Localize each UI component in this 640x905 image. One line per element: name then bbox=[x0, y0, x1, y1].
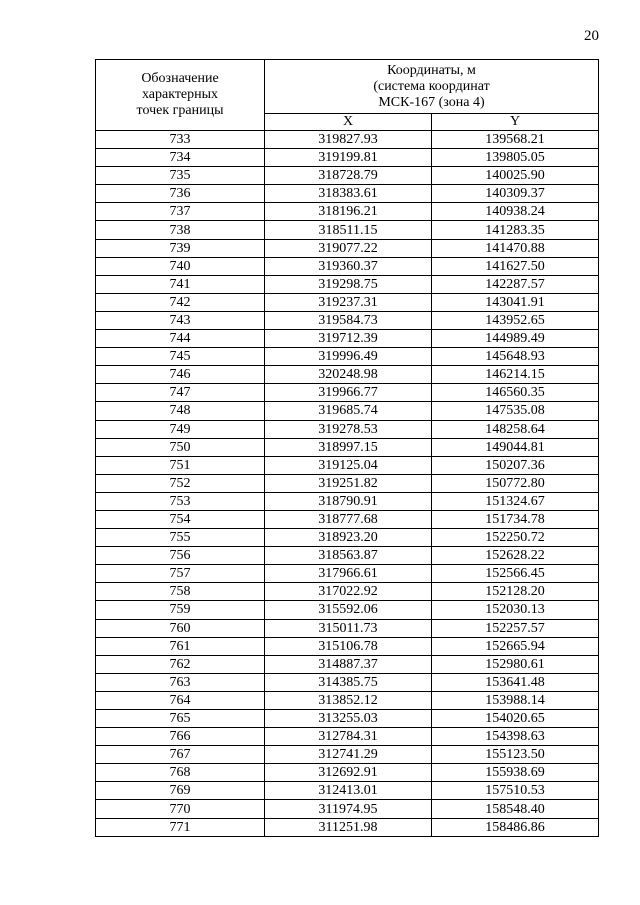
y-cell: 157510.53 bbox=[432, 782, 599, 800]
table-row bbox=[96, 221, 599, 239]
table-row bbox=[96, 456, 599, 474]
y-cell: 153988.14 bbox=[432, 691, 599, 709]
x-cell: 319685.74 bbox=[265, 402, 432, 420]
table-row bbox=[96, 565, 599, 583]
header-row bbox=[96, 60, 599, 114]
table-row bbox=[96, 637, 599, 655]
x-cell: 312784.31 bbox=[265, 728, 432, 746]
table-row bbox=[96, 402, 599, 420]
x-cell: 319077.22 bbox=[265, 239, 432, 257]
point-cell: 751 bbox=[96, 456, 265, 474]
table-header bbox=[96, 60, 599, 131]
x-cell: 319712.39 bbox=[265, 330, 432, 348]
y-cell: 143041.91 bbox=[432, 293, 599, 311]
point-cell: 749 bbox=[96, 420, 265, 438]
table-body bbox=[96, 131, 599, 837]
point-cell: 752 bbox=[96, 474, 265, 492]
y-cell: 151324.67 bbox=[432, 492, 599, 510]
table-row bbox=[96, 746, 599, 764]
x-cell: 317022.92 bbox=[265, 583, 432, 601]
x-cell: 319966.77 bbox=[265, 384, 432, 402]
y-cell: 141283.35 bbox=[432, 221, 599, 239]
x-cell: 311251.98 bbox=[265, 818, 432, 836]
x-cell: 320248.98 bbox=[265, 366, 432, 384]
x-cell: 318563.87 bbox=[265, 547, 432, 565]
point-cell: 764 bbox=[96, 691, 265, 709]
y-cell: 150772.80 bbox=[432, 474, 599, 492]
table-row bbox=[96, 492, 599, 510]
point-cell: 756 bbox=[96, 547, 265, 565]
x-cell: 315592.06 bbox=[265, 601, 432, 619]
x-cell: 313255.03 bbox=[265, 710, 432, 728]
table-row bbox=[96, 728, 599, 746]
y-cell: 140309.37 bbox=[432, 185, 599, 203]
point-cell: 742 bbox=[96, 293, 265, 311]
point-cell: 766 bbox=[96, 728, 265, 746]
x-cell: 312741.29 bbox=[265, 746, 432, 764]
y-column-header: Y bbox=[432, 114, 599, 131]
table-row bbox=[96, 547, 599, 565]
table-row bbox=[96, 348, 599, 366]
x-cell: 319298.75 bbox=[265, 275, 432, 293]
x-cell: 311974.95 bbox=[265, 800, 432, 818]
point-cell: 761 bbox=[96, 637, 265, 655]
y-cell: 140025.90 bbox=[432, 167, 599, 185]
point-cell: 750 bbox=[96, 438, 265, 456]
x-cell: 319125.04 bbox=[265, 456, 432, 474]
y-cell: 152665.94 bbox=[432, 637, 599, 655]
table-row bbox=[96, 782, 599, 800]
x-cell: 317966.61 bbox=[265, 565, 432, 583]
x-cell: 314385.75 bbox=[265, 673, 432, 691]
x-cell: 318383.61 bbox=[265, 185, 432, 203]
table-row bbox=[96, 655, 599, 673]
table-row bbox=[96, 619, 599, 637]
page-number: 20 bbox=[584, 28, 599, 44]
point-cell: 744 bbox=[96, 330, 265, 348]
point-cell: 737 bbox=[96, 203, 265, 221]
point-cell: 770 bbox=[96, 800, 265, 818]
table-row bbox=[96, 311, 599, 329]
table-row bbox=[96, 818, 599, 836]
x-cell: 319278.53 bbox=[265, 420, 432, 438]
y-cell: 146214.15 bbox=[432, 366, 599, 384]
table-row bbox=[96, 764, 599, 782]
y-cell: 141627.50 bbox=[432, 257, 599, 275]
table-row bbox=[96, 149, 599, 167]
y-cell: 147535.08 bbox=[432, 402, 599, 420]
point-cell: 765 bbox=[96, 710, 265, 728]
y-cell: 146560.35 bbox=[432, 384, 599, 402]
table-row bbox=[96, 583, 599, 601]
table-row bbox=[96, 673, 599, 691]
y-cell: 158548.40 bbox=[432, 800, 599, 818]
y-cell: 151734.78 bbox=[432, 510, 599, 528]
point-cell: 760 bbox=[96, 619, 265, 637]
x-cell: 314887.37 bbox=[265, 655, 432, 673]
y-cell: 153641.48 bbox=[432, 673, 599, 691]
x-cell: 319360.37 bbox=[265, 257, 432, 275]
table-row bbox=[96, 800, 599, 818]
y-cell: 152566.45 bbox=[432, 565, 599, 583]
y-cell: 155123.50 bbox=[432, 746, 599, 764]
table-row bbox=[96, 710, 599, 728]
point-cell: 754 bbox=[96, 510, 265, 528]
point-cell: 747 bbox=[96, 384, 265, 402]
x-cell: 312692.91 bbox=[265, 764, 432, 782]
x-cell: 319827.93 bbox=[265, 131, 432, 149]
point-cell: 738 bbox=[96, 221, 265, 239]
point-cell: 753 bbox=[96, 492, 265, 510]
table-row bbox=[96, 185, 599, 203]
coords-header-line: (система координат bbox=[373, 78, 490, 94]
x-cell: 319584.73 bbox=[265, 311, 432, 329]
point-header-line: характерных bbox=[141, 87, 219, 102]
y-cell: 148258.64 bbox=[432, 420, 599, 438]
x-cell: 315106.78 bbox=[265, 637, 432, 655]
y-cell: 152030.13 bbox=[432, 601, 599, 619]
y-cell: 140938.24 bbox=[432, 203, 599, 221]
y-cell: 152128.20 bbox=[432, 583, 599, 601]
x-cell: 319199.81 bbox=[265, 149, 432, 167]
x-cell: 313852.12 bbox=[265, 691, 432, 709]
x-cell: 318511.15 bbox=[265, 221, 432, 239]
point-cell: 755 bbox=[96, 529, 265, 547]
point-cell: 769 bbox=[96, 782, 265, 800]
x-cell: 319237.31 bbox=[265, 293, 432, 311]
table-row bbox=[96, 529, 599, 547]
y-cell: 139568.21 bbox=[432, 131, 599, 149]
y-cell: 145648.93 bbox=[432, 348, 599, 366]
table-row bbox=[96, 420, 599, 438]
x-cell: 319996.49 bbox=[265, 348, 432, 366]
y-cell: 152980.61 bbox=[432, 655, 599, 673]
y-cell: 149044.81 bbox=[432, 438, 599, 456]
x-cell: 315011.73 bbox=[265, 619, 432, 637]
x-cell: 318728.79 bbox=[265, 167, 432, 185]
table-row bbox=[96, 601, 599, 619]
point-cell: 768 bbox=[96, 764, 265, 782]
table-row bbox=[96, 438, 599, 456]
table-row bbox=[96, 131, 599, 149]
point-cell: 740 bbox=[96, 257, 265, 275]
point-cell: 757 bbox=[96, 565, 265, 583]
y-cell: 143952.65 bbox=[432, 311, 599, 329]
point-header-line: точек границы bbox=[136, 103, 224, 118]
y-cell: 141470.88 bbox=[432, 239, 599, 257]
table-row bbox=[96, 239, 599, 257]
point-cell: 739 bbox=[96, 239, 265, 257]
x-column-header: X bbox=[265, 114, 432, 131]
y-cell: 152257.57 bbox=[432, 619, 599, 637]
x-cell: 318196.21 bbox=[265, 203, 432, 221]
x-cell: 318923.20 bbox=[265, 529, 432, 547]
point-cell: 759 bbox=[96, 601, 265, 619]
y-cell: 142287.57 bbox=[432, 275, 599, 293]
point-cell: 767 bbox=[96, 746, 265, 764]
table-row bbox=[96, 203, 599, 221]
x-cell: 318790.91 bbox=[265, 492, 432, 510]
y-cell: 154020.65 bbox=[432, 710, 599, 728]
table-row bbox=[96, 257, 599, 275]
x-cell: 318777.68 bbox=[265, 510, 432, 528]
coordinates-table bbox=[95, 59, 599, 837]
table-row bbox=[96, 366, 599, 384]
y-cell: 144989.49 bbox=[432, 330, 599, 348]
point-header-line: Обозначение bbox=[141, 71, 219, 86]
y-cell: 150207.36 bbox=[432, 456, 599, 474]
point-cell: 733 bbox=[96, 131, 265, 149]
coords-header-line: МСК-167 (зона 4) bbox=[378, 94, 485, 110]
y-cell: 155938.69 bbox=[432, 764, 599, 782]
point-cell: 735 bbox=[96, 167, 265, 185]
table-row bbox=[96, 474, 599, 492]
x-cell: 318997.15 bbox=[265, 438, 432, 456]
point-cell: 745 bbox=[96, 348, 265, 366]
x-cell: 312413.01 bbox=[265, 782, 432, 800]
point-cell: 758 bbox=[96, 583, 265, 601]
coords-header-line: Координаты, м bbox=[387, 62, 476, 78]
x-cell: 319251.82 bbox=[265, 474, 432, 492]
y-cell: 152628.22 bbox=[432, 547, 599, 565]
point-cell: 771 bbox=[96, 818, 265, 836]
y-cell: 158486.86 bbox=[432, 818, 599, 836]
y-cell: 139805.05 bbox=[432, 149, 599, 167]
point-cell: 748 bbox=[96, 402, 265, 420]
y-cell: 152250.72 bbox=[432, 529, 599, 547]
point-cell: 734 bbox=[96, 149, 265, 167]
point-cell: 762 bbox=[96, 655, 265, 673]
table-row bbox=[96, 275, 599, 293]
point-name-header bbox=[96, 60, 265, 131]
table-row bbox=[96, 167, 599, 185]
y-cell: 154398.63 bbox=[432, 728, 599, 746]
table-row bbox=[96, 691, 599, 709]
point-cell: 746 bbox=[96, 366, 265, 384]
table-row bbox=[96, 330, 599, 348]
point-cell: 743 bbox=[96, 311, 265, 329]
table-row bbox=[96, 510, 599, 528]
point-cell: 736 bbox=[96, 185, 265, 203]
coordinates-header bbox=[265, 60, 599, 114]
table-row bbox=[96, 384, 599, 402]
point-cell: 741 bbox=[96, 275, 265, 293]
point-cell: 763 bbox=[96, 673, 265, 691]
table-row bbox=[96, 293, 599, 311]
